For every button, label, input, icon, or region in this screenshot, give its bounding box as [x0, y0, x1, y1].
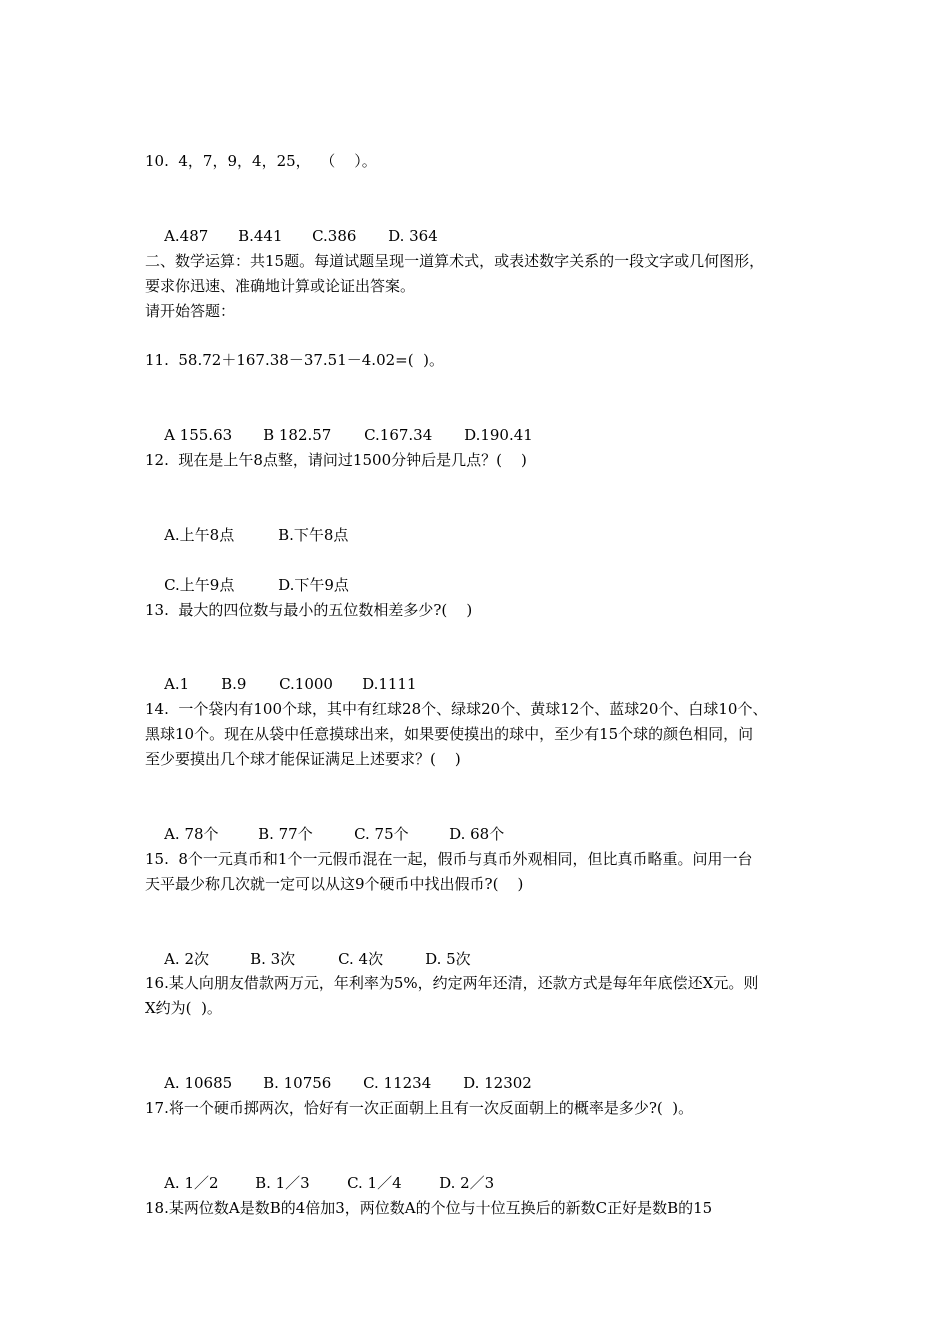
q13-option-a: A.1	[164, 675, 190, 693]
section2-start-prompt: 请开始答题：	[145, 302, 236, 320]
q17-option-a: A. 1／2	[164, 1174, 219, 1192]
q10-option-a: A.487	[164, 227, 209, 245]
q17-stem: 17.将一个硬币掷两次，恰好有一次正面朝上且有一次反面朝上的概率是多少?( )。	[145, 1099, 694, 1117]
q17-option-b: B. 1／3	[255, 1174, 310, 1192]
q12-option-b: B.下午8点	[278, 526, 349, 544]
q15-option-b: B. 3次	[250, 950, 296, 968]
q12-stem: 12. 现在是上午8点整，请问过1500分钟后是几点？( )	[145, 451, 527, 469]
q11-stem: 11. 58.72＋167.38－37.51－4.02=( )。	[145, 351, 444, 369]
q17-option-c: C. 1／4	[347, 1174, 402, 1192]
q12-option-a: A.上午8点	[164, 526, 235, 544]
q12-option-d: D.下午9点	[278, 576, 349, 594]
q11-option-d: D.190.41	[464, 426, 533, 444]
q16-option-d: D. 12302	[463, 1074, 532, 1092]
q16-option-c: C. 11234	[363, 1074, 432, 1092]
q11-option-b: B 182.57	[263, 426, 332, 444]
q16-option-b: B. 10756	[263, 1074, 332, 1092]
q14-option-d: D. 68个	[449, 825, 505, 843]
q15-option-c: C. 4次	[338, 950, 384, 968]
q10-option-d: D. 364	[388, 227, 438, 245]
q10-option-b: B.441	[238, 227, 283, 245]
q14-option-a: A. 78个	[164, 825, 219, 843]
q13-option-c: C.1000	[279, 675, 333, 693]
q17-option-d: D. 2／3	[439, 1174, 495, 1192]
q14-stem-line1: 14. 一个袋内有100个球，其中有红球28个、绿球20个、黄球12个、蓝球20个、白球10个、	[145, 700, 768, 718]
q11-option-c: C.167.34	[364, 426, 433, 444]
q10-stem: 10. 4，7，9，4，25， （ ）。	[145, 152, 377, 170]
q13-option-b: B.9	[221, 675, 247, 693]
q12-option-c: C.上午9点	[164, 576, 235, 594]
q18-stem-line1: 18.某两位数A是数B的4倍加3，两位数A的个位与十位互换后的新数C正好是数B的15	[145, 1199, 713, 1217]
q10-option-c: C.386	[312, 227, 357, 245]
q14-stem-line3: 至少要摸出几个球才能保证满足上述要求？( )	[145, 750, 461, 768]
q14-stem-line2: 黑球10个。现在从袋中任意摸球出来，如果要使摸出的球中，至少有15个球的颜色相同，问	[145, 725, 754, 743]
q11-option-a: A 155.63	[164, 426, 233, 444]
q16-stem-line1: 16.某人向朋友借款两万元，年利率为5%，约定两年还清，还款方式是每年年底偿还X元。则	[145, 974, 759, 992]
q14-option-b: B. 77个	[258, 825, 313, 843]
q15-option-a: A. 2次	[164, 950, 209, 968]
q16-stem-line2: X约为( )。	[145, 999, 222, 1017]
section2-heading-line2: 要求你迅速、准确地计算或论证出答案。	[145, 277, 416, 295]
q15-option-d: D. 5次	[425, 950, 471, 968]
q15-stem-line1: 15. 8个一元真币和1个一元假币混在一起，假币与真币外观相同，但比真币略重。问用一台	[145, 850, 753, 868]
q13-stem: 13. 最大的四位数与最小的五位数相差多少?( )	[145, 601, 473, 619]
q15-stem-line2: 天平最少称几次就一定可以从这9个硬币中找出假币?( )	[145, 875, 524, 893]
q14-option-c: C. 75个	[354, 825, 409, 843]
q13-option-d: D.1111	[362, 675, 417, 693]
q16-option-a: A. 10685	[164, 1074, 233, 1092]
section2-heading-line1: 二、数学运算：共15题。每道试题呈现一道算术式，或表述数字关系的一段文字或几何图形，	[145, 252, 765, 270]
